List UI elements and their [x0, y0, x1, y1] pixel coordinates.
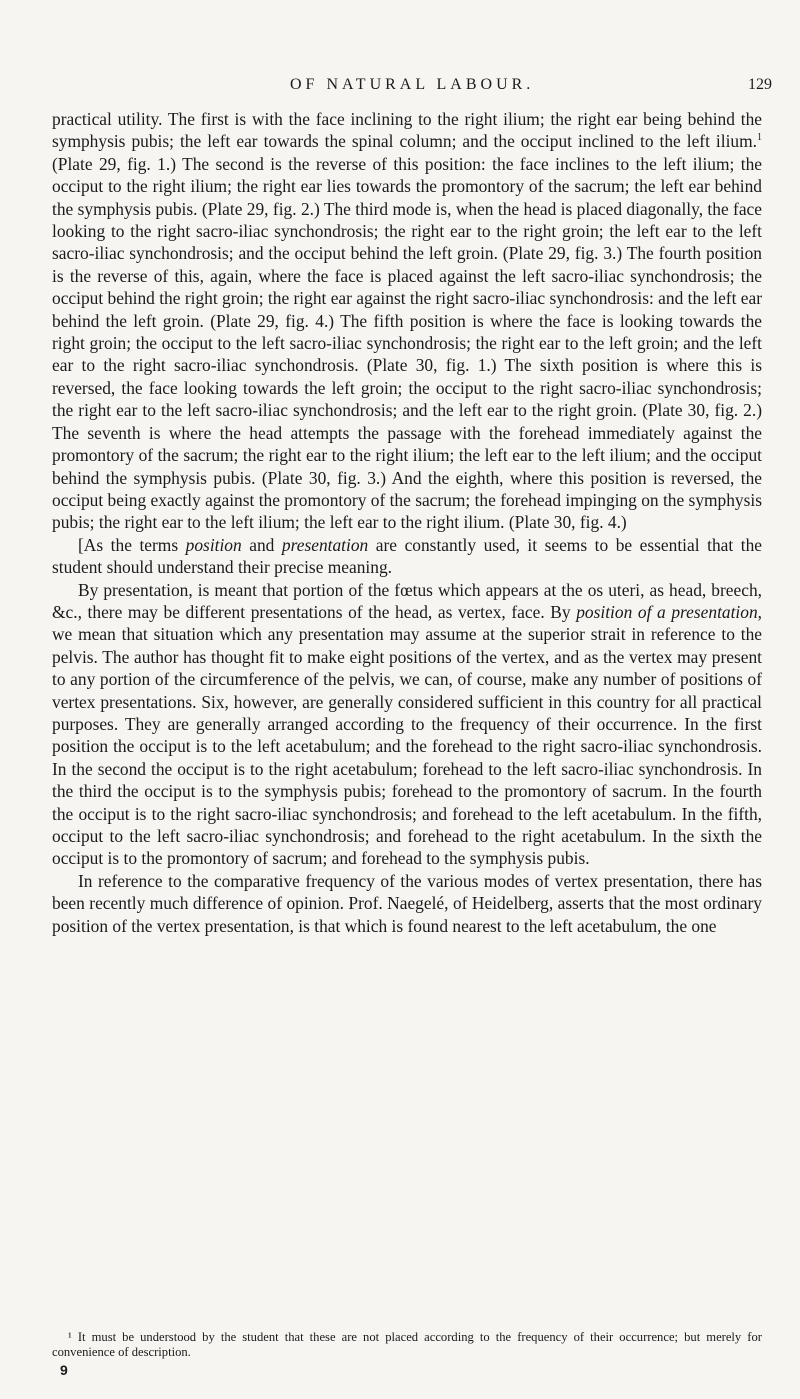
emphasis-term: position of a presentation — [576, 601, 758, 622]
paragraph-terms — [52, 534, 762, 579]
footnote-marker: 1 — [757, 132, 762, 144]
paragraph-frequency: In reference to the comparative frequency of the various modes of vertex presentation, there has been recently much difference of opinion. Prof. Naegelé, of Heidelberg, asserts that the most ordinary position of the vertex presentation, is that which is found nearest to the left acetabulum, the one — [52, 870, 762, 936]
paragraph-text: [As the terms — [78, 534, 186, 555]
paragraph-presentation — [52, 579, 762, 870]
emphasis-term: position — [185, 534, 242, 555]
page-number: 129 — [748, 76, 772, 93]
body-text — [52, 108, 762, 937]
emphasis-term: presentation — [281, 534, 369, 555]
page-header — [0, 76, 800, 98]
footnote — [52, 1330, 762, 1360]
signature-mark: 9 — [60, 1362, 68, 1378]
footnote-text: ¹ It must be understood by the student that these are not placed according to the frequency of their occurrence; but merely for convenience of description. — [52, 1330, 762, 1359]
paragraph-text: and — [241, 534, 282, 555]
paragraph-positions — [52, 108, 762, 534]
paragraph-text: are constantly used, it seems to be essential that the student should understand their precise meaning. — [52, 534, 762, 578]
running-head: OF NATURAL LABOUR. — [290, 76, 535, 93]
paragraph-text: By presentation, is meant that portion of the fœtus which appears at the os uteri, as head, breech, &c., there may be different presentations of the head, as vertex, face. By — [52, 579, 762, 622]
paragraph-text: , we mean that situation which any presentation may assume at the superior strait in reference to the pelvis. The author has thought fit to make eight positions of the vertex, and as the vertex may present to any portion of the circumference of the pelvis, we can, of course, make any number of positions of vertex presentations. Six, however, are generally considered sufficient in this country for all practical purposes. They are generally arranged according to the frequency of their occurrence. In the first position the occiput is to the left acetabulum; and the forehead to the right sacro-iliac synchondrosis. In the second the occiput is to the right acetabulum; forehead to the left sacro-iliac synchondrosis. In the third the occiput is to the symphysis pubis; forehead to the promontory of sacrum. In the fourth the occiput is to the right sacro-iliac synchondrosis; and forehead to the left acetabulum. In the fifth, occiput to the left sacro-iliac synchondrosis; and forehead to the right acetabulum. In the sixth the occiput is to the promontory of sacrum; and forehead to the symphysis pubis. — [52, 601, 763, 869]
paragraph-text: practical utility. The first is with the face inclining to the right ilium; the right ear being behind the symphysis pubis; the left ear towards the spinal column; and the occiput inclined to the left ilium. — [52, 109, 762, 152]
paragraph-text: (Plate 29, fig. 1.) The second is the reverse of this position: the face inclines to the left ilium; the occiput to the right ilium; the right ear lies towards the promontory of the sacrum; the left ear behind the symphysis pubis. (Plate 29, fig. 2.) The third mode is, when the head is placed diagonally, the face looking to the right sacro-iliac synchondrosis; the right ear to the right groin; the left ear to the left sacro-iliac synchondrosis; and the occiput behind the left groin. (Plate 29, fig. 3.) The fourth position is the reverse of this, again, where the face is placed against the left sacro-iliac synchondrosis; the occiput behind the right groin; the right ear against the right sacro-iliac synchondrosis: and the left ear behind the left groin. (Plate 29, fig. 4.) The fifth position is where the face is looking towards the right groin; the occiput to the left sacro-iliac synchondrosis; the right ear to the left groin; and the left ear to the right sacro-iliac synchondrosis. (Plate 30, fig. 1.) The sixth position is where this is reversed, the face looking towards the left groin; the occiput to the right sacro-iliac synchondrosis; the right ear to the left sacro-iliac synchondrosis; and the left ear to the right groin. (Plate 30, fig. 2.) The seventh is where the head attempts the passage with the forehead immediately against the promontory of the sacrum; the right ear to the right ilium; the left ear to the left ilium; and the occiput behind the symphysis pubis. (Plate 30, fig. 3.) And the eighth, where this position is reversed, the occiput being exactly against the promontory of the sacrum; the forehead impinging on the symphysis pubis; the right ear to the left ilium; the left ear to the right ilium. (Plate 30, fig. 4.) — [52, 153, 762, 533]
